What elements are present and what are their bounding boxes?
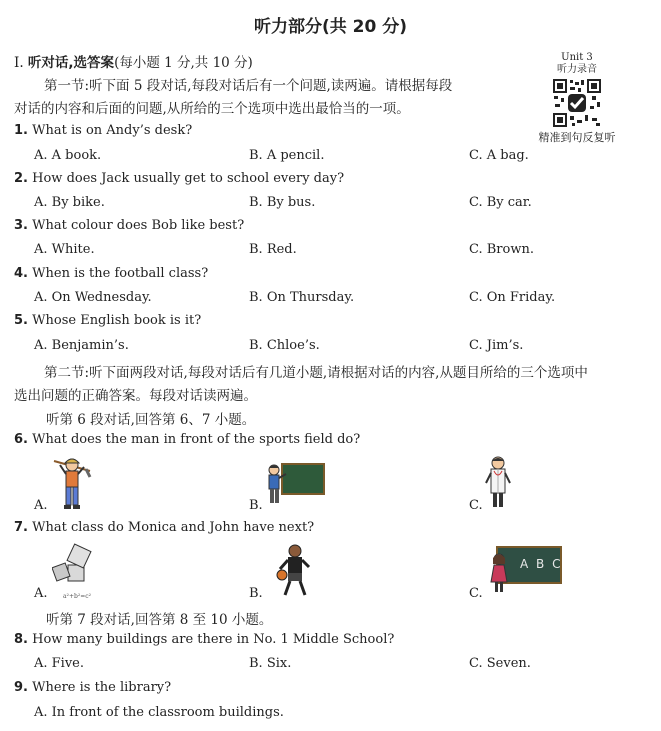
option-c[interactable]: C. By car. [469,195,532,210]
question-number: 3 [14,218,24,233]
math-class-image[interactable] [52,543,102,601]
teacher-blackboard-image[interactable] [262,460,326,506]
question-number: 6 [14,432,24,447]
option-c[interactable]: C. [469,586,483,601]
section-note: (每小题 1 分,共 10 分) [114,55,253,71]
formula-label: a²+b²=c² [62,593,92,600]
option-c[interactable]: C. [469,498,483,513]
qr-unit: Unit 3 [561,52,593,63]
qr-block[interactable] [537,52,617,145]
dialog-6-instruction: 听第 6 段对话,回答第 6、7 小题。 [46,412,256,428]
option-b[interactable]: B. Red. [249,242,297,257]
question-5: 5. Whose English book is it? [14,313,202,328]
part2-instruction-line1: 第二节:听下面两段对话,每段对话后有几道小题,请根据对话的内容,从题目所给的三个选项中 [44,365,588,381]
option-a[interactable]: A. On Wednesday. [34,290,152,305]
option-c[interactable]: C. Jim’s. [469,338,524,353]
question-number: 7 [14,520,24,535]
option-a[interactable]: A. Benjamin’s. [34,338,129,353]
question-text: How many buildings are there in No. 1 Middle School? [32,632,395,647]
option-b[interactable]: B. [249,498,263,513]
question-number: 4 [14,266,24,281]
basketball-player-image[interactable] [275,543,315,599]
option-c[interactable]: C. Seven. [469,656,531,671]
question-1: 1. What is on Andy’s desk? [14,123,193,138]
page-title: 听力部分(共 20 分) [253,17,408,37]
option-b[interactable]: B. [249,586,263,601]
pythagoras-diagram-icon [52,543,102,593]
question-text: Whose English book is it? [32,313,202,328]
option-a[interactable]: A. White. [34,242,95,257]
question-number: 1 [14,123,24,138]
option-a[interactable]: A. A book. [34,148,102,163]
option-a[interactable]: A. Five. [34,656,85,671]
question-text: When is the football class? [32,266,209,281]
qr-label: 听力录音 [557,64,597,75]
option-c[interactable]: C. On Friday. [469,290,556,305]
question-7: 7. What class do Monica and John have next? [14,520,315,535]
question-8: 8. How many buildings are there in No. 1 Middle School? [14,632,395,647]
section-title: 听对话,选答案 [27,55,115,71]
qr-caption: 精准到句反复听 [538,131,616,144]
question-text: What does the man in front of the sports field do? [32,432,361,447]
question-text: What class do Monica and John have next? [32,520,315,535]
part1-instruction-line1: 第一节:听下面 5 段对话,每段对话后有一个问题,读两遍。请根据每段 [44,78,453,94]
question-text: How does Jack usually get to school every day? [32,171,345,186]
option-c[interactable]: C. A bag. [469,148,529,163]
question-number: 5 [14,313,24,328]
option-b[interactable]: B. On Thursday. [249,290,355,305]
option-c[interactable]: C. Brown. [469,242,534,257]
question-2: 2. How does Jack usually get to school every day? [14,171,345,186]
farmer-image[interactable] [52,455,92,513]
question-3: 3. What colour does Bob like best? [14,218,245,233]
option-a[interactable]: A. [34,498,48,513]
question-text: Where is the library? [32,680,172,695]
option-b[interactable]: B. Chloe’s. [249,338,320,353]
part2-instruction-line2: 选出问题的正确答案。每段对话读两遍。 [14,388,257,404]
blackboard-text: A B C [520,557,563,571]
question-text: What is on Andy’s desk? [32,123,193,138]
option-b[interactable]: B. A pencil. [249,148,325,163]
girl-figure-icon [488,552,510,596]
question-9: 9. Where is the library? [14,680,172,695]
dialog-7-instruction: 听第 7 段对话,回答第 8 至 10 小题。 [46,612,273,628]
part1-instruction-line2: 对话的内容和后面的问题,从所给的三个选项中选出最恰当的一项。 [14,101,410,117]
question-number: 2 [14,171,24,186]
option-a[interactable]: A. By bike. [34,195,105,210]
section-number: Ⅰ. [14,55,24,71]
option-a[interactable]: A. In front of the classroom buildings. [34,705,284,720]
question-4: 4. When is the football class? [14,266,209,281]
section-heading [14,51,253,71]
question-text: What colour does Bob like best? [32,218,245,233]
option-a[interactable]: A. [34,586,48,601]
doctor-image[interactable] [484,455,512,511]
question-6: 6. What does the man in front of the sports field do? [14,432,361,447]
question-number: 9 [14,680,24,695]
option-b[interactable]: B. By bus. [249,195,316,210]
qr-code-icon[interactable] [552,78,602,128]
question-number: 8 [14,632,24,647]
option-b[interactable]: B. Six. [249,656,292,671]
